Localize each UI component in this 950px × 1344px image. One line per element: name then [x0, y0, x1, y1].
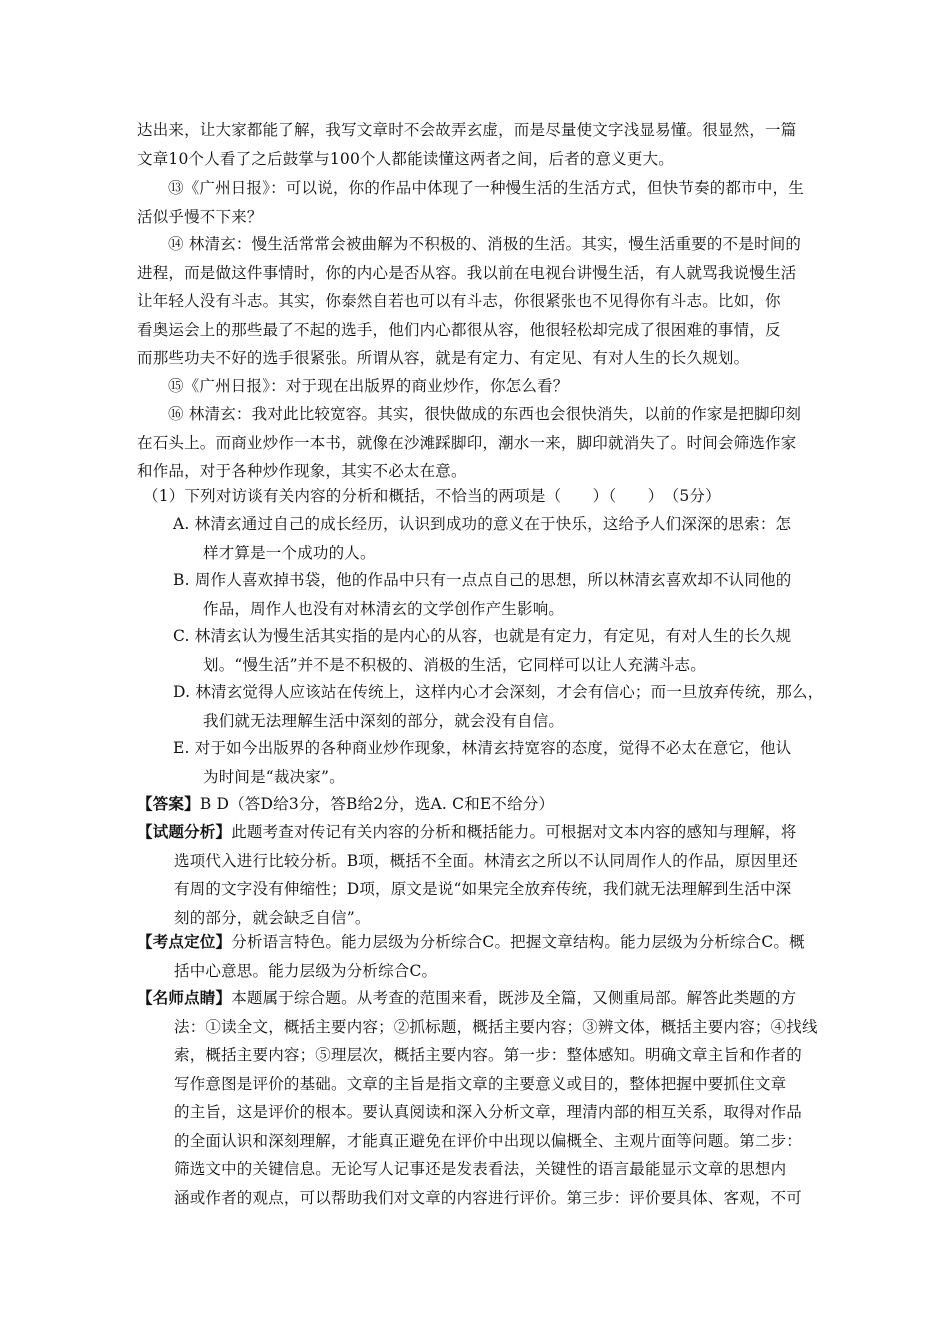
tip-line: 本题属于综合题。从考查的范围来看，既涉及全篇，又侧重局部。解答此类题的方 [231, 989, 797, 1007]
paragraph-continued [137, 116, 827, 173]
answer-text: B D（答D给3分，答B给2分，选A. C和E不给分） [199, 795, 555, 813]
tip-line: 的全面认识和深刻理解，才能真正避免在评价中出现以偏概全、主观片面等问题。第二步： [174, 1131, 803, 1150]
text-line: 达出来，让大家都能了解，我写文章时不会故弄玄虚，而是尽量使文字浅显易懂。很显然，一篇 [137, 121, 797, 139]
text-line: ⑮《广州日报》：对于现在出版界的商业炒作，你怎么看？ [168, 377, 569, 395]
option-line: 作品，周作人也没有对林清玄的文学创作产生影响。 [203, 599, 565, 618]
tip-line: 涵或作者的观点，可以帮助我们对文章的内容进行评价。第三步：评价要具体、客观，不可 [174, 1188, 803, 1207]
option-line: C. 林清玄认为慢生活其实指的是内心的从容，也就是有定力，有定见，有对人生的长久规 [173, 627, 792, 645]
text-line: 看奥运会上的那些最了不起的选手，他们内心都很从容，他很轻松却完成了很困难的事情，反 [137, 320, 781, 339]
option-line: D. 林清玄觉得人应该站在传统上，这样内心才会深刻，才会有信心；而一旦放弃传统，那么， [173, 683, 824, 701]
point-tag: 【考点定位】 [137, 932, 232, 951]
question-1 [143, 482, 833, 511]
analysis-line: 此题考查对传记有关内容的分析和概括能力。可根据对文本内容的感知与理解，将 [231, 823, 797, 841]
tip-block [137, 984, 827, 1212]
point-block [137, 928, 827, 985]
option-b [173, 566, 828, 623]
text-line: 和作品，对于各种炒作现象，其实不必太在意。 [137, 462, 467, 480]
paragraph-16 [137, 400, 827, 486]
option-line: 为时间是“裁决家”。 [203, 767, 345, 786]
tip-line: 法：①读全文，概括主要内容；②抓标题，概括主要内容；③辨文体，概括主要内容；④找线 [174, 1017, 818, 1036]
text-line: 让年轻人没有斗志。其实，你泰然自若也可以有斗志，你很紧张也不见得你有斗志。比如，你 [137, 292, 781, 310]
text-line: 在石头上。而商业炒作一本书，就像在沙滩踩脚印，潮水一来，脚印就消失了。时间会筛选作家 [137, 433, 797, 452]
paragraph-15 [137, 372, 827, 401]
option-a [173, 510, 828, 567]
analysis-block [137, 818, 827, 932]
tip-line: 筛选文中的关键信息。无论写人记事还是发表看法，关键性的语言最能显示文章的思想内 [174, 1160, 787, 1178]
analysis-line: 选项代入进行比较分析。B项，概括不全面。林清玄之所以不认同周作人的作品，原因里还 [174, 851, 798, 870]
paragraph-14 [137, 230, 827, 373]
answer-block [137, 790, 827, 819]
text-line: ⑯ 林清玄：我对此比较宽容。其实，很快做成的东西也会很快消失，以前的作家是把脚印刻 [168, 405, 802, 423]
tip-line: 的主旨，这是评价的根本。要认真阅读和深入分析文章，理清内部的相互关系，取得对作品 [174, 1103, 803, 1121]
text-line: ⑬《广州日报》：可以说，你的作品中体现了一种慢生活的生活方式，但快节奏的都市中，生 [168, 179, 804, 197]
tip-line: 写作意图是评价的基础。文章的主旨是指文章的主要意义或目的，整体把握中要抓住文章 [174, 1074, 787, 1093]
option-d [173, 678, 828, 735]
option-line: 样才算是一个成功的人。 [203, 543, 376, 562]
text-line: 文章10个人看了之后鼓掌与100个人都能读懂这两者之间，后者的意义更大。 [137, 149, 675, 168]
answer-tag: 【答案】 [137, 794, 200, 813]
analysis-line: 有周的文字没有伸缩性；D项，原文是说“如果完全放弃传统，我们就无法理解到生活中深 [174, 880, 792, 898]
point-line: 分析语言特色。能力层级为分析综合C。把握文章结构。能力层级为分析综合C。概 [231, 933, 805, 951]
option-line: B. 周作人喜欢掉书袋，他的作品中只有一点点自己的思想，所以林清玄喜欢却不认同他的 [173, 571, 792, 589]
text-line: ⑭ 林清玄：慢生活常常会被曲解为不积极的、消极的生活。其实，慢生活重要的不是时间的 [168, 235, 802, 253]
text-line: 进程，而是做这件事情时，你的内心是否从容。我以前在电视台讲慢生活，有人就骂我说慢生活 [137, 263, 797, 282]
option-line: A. 林清玄通过自己的成长经历，认识到成功的意义在于快乐，这给予人们深深的思索：怎 [173, 515, 792, 533]
paragraph-13 [137, 174, 827, 231]
analysis-line: 刻的部分，就会缺乏自信”。 [174, 908, 371, 927]
tip-tag: 【名师点睛】 [137, 988, 232, 1007]
tip-line: 索，概括主要内容；⑤理层次，概括主要内容。第一步：整体感知。明确文章主旨和作者的 [174, 1046, 803, 1064]
point-line: 括中心意思。能力层级为分析综合C。 [174, 961, 438, 980]
option-line: 我们就无法理解生活中深刻的部分，就会没有自信。 [203, 711, 565, 730]
analysis-tag: 【试题分析】 [137, 822, 232, 841]
text-line: 而那些功夫不好的选手很紧张。所谓从容，就是有定力、有定见、有对人生的长久规划。 [137, 349, 750, 367]
question-text: （1）下列对访谈有关内容的分析和概括，不恰当的两项是（ ）（ ） （5分） [143, 487, 721, 505]
option-line: 划。“慢生活”并不是不积极的、消极的生活，它同样可以让人充满斗志。 [203, 655, 706, 674]
option-line: E. 对于如今出版界的各种商业炒作现象，林清玄持宽容的态度，觉得不必太在意它，他认 [173, 739, 792, 757]
option-e [173, 734, 828, 791]
option-c [173, 622, 828, 679]
text-line: 活似乎慢不下来？ [137, 207, 263, 226]
